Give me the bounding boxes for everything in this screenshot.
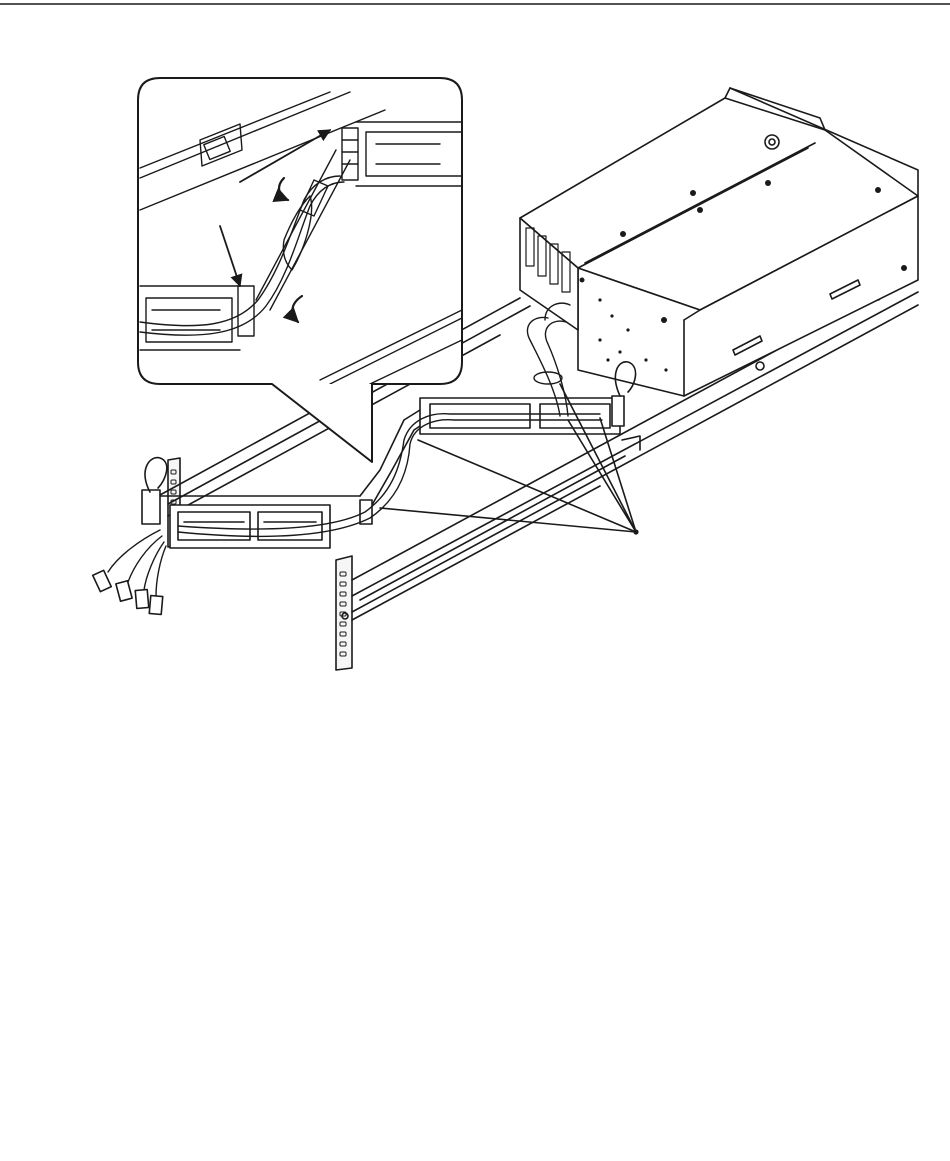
detail-inset <box>138 78 462 462</box>
server-chassis <box>520 88 918 396</box>
callout-origin-point <box>634 530 638 534</box>
cable-management-arm <box>142 362 636 548</box>
power-cord-plugs <box>93 570 163 614</box>
rack-base-edge <box>352 486 600 620</box>
